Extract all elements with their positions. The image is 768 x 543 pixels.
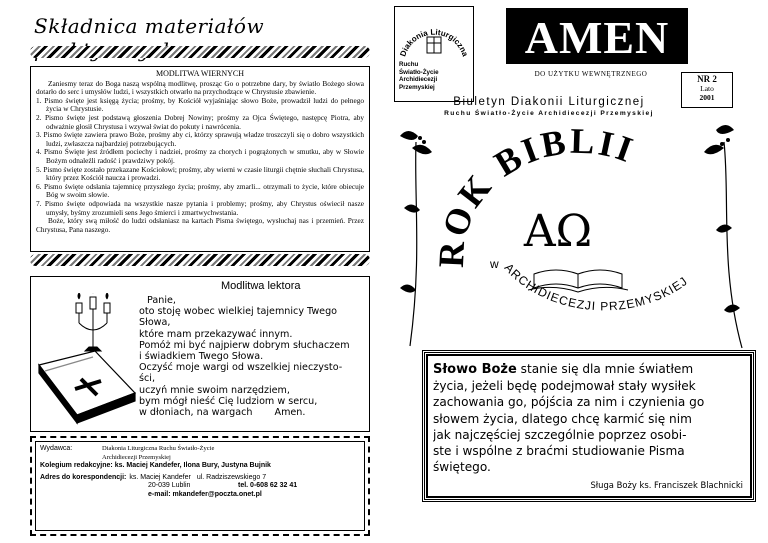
editorial-board [40, 462, 360, 471]
lector-line: Oczyść moje wargi od wszelkiej nieczysto- [139, 362, 343, 374]
logo-line: Światło-Życie [399, 68, 439, 76]
publisher-row [40, 454, 360, 463]
rok-biblii-emblem [394, 118, 758, 354]
movement-name: Ruchu Światło-Życie Archidiecezji Przemyskiej [444, 110, 654, 117]
issue-box [681, 72, 733, 108]
spacer [40, 482, 148, 491]
section-title: Składnica materiałów [34, 14, 265, 38]
logo-line: Przemyskiej [399, 83, 435, 91]
quote-line [433, 361, 745, 378]
publisher-diocese: Archidiecezji Przemyskiej [102, 453, 171, 461]
quote-line-text: stanie się dla mnie światłem [520, 362, 694, 376]
lector-box [30, 276, 370, 432]
spacer [40, 491, 148, 500]
publisher-inner [35, 441, 365, 531]
publisher-label: Wydawca: [40, 445, 73, 452]
prayer-item: 6. Pismo święte odsłania tajemnicę przyszłego życia; prośmy, aby zmarli... otrzymali to życie, które obiecuje Bóg w swoim słowie. [36, 181, 364, 200]
archidiecezji-text: ARCHIDIECEZJI PRZEMYSKIEJ [501, 260, 691, 314]
prayer-intro: Zaniesmy teraz do Boga naszą wspólną modlitwę, prosząc Go o potrzebne dary, by światło Bożego słowa dotarło do serc i umysłów ludzi, i wszystkich otwarło na przychodzące w Chrystusie zbawienie. [36, 78, 364, 97]
spacer [40, 454, 102, 463]
lector-line: które mam przekazywać innym. [139, 328, 293, 340]
lector-line: i świadkiem Twego Słowa. [139, 351, 264, 363]
prayer-item: 3. Pismo święte zawiera prawo Boże, prośmy aby ci, którzy sprawują władze troszczyli się o dobro wszystkich ludzi, zwłaszcza najbardziej potrzebujących. [36, 130, 364, 148]
masthead [506, 8, 688, 64]
lector-line: bym mógł nieść Cię ludziom w sercu, [139, 395, 318, 407]
address-street: ul. Radziszewskiego 7 [196, 473, 267, 481]
subtitle: DO UŻYTKU WEWNĘTRZNEGO [534, 70, 648, 78]
quote-line: słowem życia, dlatego chcę karmić się nim [433, 411, 692, 426]
publisher-name: Diakonia Liturgiczna Ruchu Światło-Życie [102, 445, 215, 452]
editorial-board-text: Kolegium redakcyjne: ks. Maciej Kandefer, Ilona Bury, Justyna Bujnik [40, 462, 271, 470]
masthead-title: AMEN [524, 12, 670, 63]
lector-amen: Amen. [274, 407, 306, 419]
quote-line: świętego. [433, 460, 491, 475]
diakonia-logo [394, 6, 474, 102]
quote-box [422, 350, 756, 502]
address-email[interactable]: e-mail: mkandefer@poczta.onet.pl [148, 490, 262, 498]
lector-line: Pomóż mi być najpierw dobrym słuchaczem [139, 339, 350, 351]
logo-line: Archidiecezji [399, 76, 438, 84]
rok-biblii-text: ROK BIBLII [430, 120, 641, 269]
quote-line: życia, jeżeli będę podejmował stały wysiłek [433, 379, 696, 394]
bulletin-name: Biuletyn Diakonii Liturgicznej [453, 96, 645, 108]
address-city: 20-039 Lublin [148, 482, 191, 490]
quote-lead: Słowo Boże [433, 362, 517, 377]
svg-text:ARCHIDIECEZJI PRZEMYSKIEJ [502, 261, 691, 314]
prayer-item: 4. Pismo Święte jest źródłem pociechy i nadziei, prośmy za chorych i pogrążonych w smutku, aby w Słowie Bożym odnaleźli radość i prawdziwy pokój. [36, 147, 364, 165]
prayer-item: 2. Pismo święte jest podstawą głoszenia Dobrej Nowiny; prośmy za Ojca Świętego, następcę Piotra, aby odważnie głosił Chrystusa i wzywał świat do pokuty i nawrócenia. [36, 112, 364, 131]
quote-author: Sługa Boży ks. Franciszek Blachnicki [590, 479, 743, 490]
issue-season: Lato [700, 84, 714, 93]
quote-line: zachowania go, pójścia za nim i czynienia go [433, 395, 705, 410]
lector-line: Słowa, [139, 317, 171, 329]
lector-line [139, 407, 367, 418]
publisher-row [40, 445, 360, 454]
logo-lines [399, 61, 439, 91]
lector-line: oto stoję wobec wielkiej tajemnicy Twego [139, 306, 338, 318]
address-phone: tel. 0-608 62 32 41 [238, 482, 298, 490]
rope-divider [30, 46, 370, 58]
address-label: Adres do korespondencji: [40, 473, 127, 481]
rope-divider [30, 254, 370, 266]
quote-line: ste i wspólne z braćmi studiowanie Pisma [433, 444, 685, 459]
issue-number: NR 2 [697, 74, 717, 84]
lector-line: Panie, [147, 295, 176, 306]
lector-line-text: w dłoniach, na wargach [139, 407, 253, 419]
address-row [40, 482, 360, 491]
publisher-box [30, 436, 370, 536]
bible-candles-illustration [35, 293, 139, 429]
quote-line: jak najczęściej szczególnie poprzez osobi- [433, 427, 687, 442]
address-row [40, 474, 360, 483]
logo-line: Ruchu [399, 61, 419, 68]
prayer-closing: Boże, który swą miłość do ludzi odsłaniasz na kartach Pisma świętego, wysłuchaj nas i przemień. Przez Chrystusa, Pana naszego. [36, 216, 364, 234]
logo-emblem-icon [397, 11, 471, 61]
lector-line: uczyń mnie swoim narzędziem, [139, 384, 290, 396]
address-name: ks. Maciej Kandefer [129, 473, 191, 481]
lector-prayer-text [139, 295, 367, 418]
alpha-omega-text: AΩ [523, 206, 593, 257]
prayer-item: 1. Pismo święte jest księgą życia; prośmy, by Kościół wyjaśniając słowo Boże, prowadził ludzi do pełnego życia w Chrystusie. [36, 95, 364, 114]
lector-line: ści, [139, 373, 155, 385]
right-page [384, 0, 768, 543]
w-text: w [490, 257, 499, 271]
section-header [30, 8, 370, 48]
prayer-item: 7. Pismo święte odpowiada na wszystkie nasze pytania i problemy; prośmy, aby Chrystus oświecił nasze umysły, byśmy zrozumieli sens Jego śmierci i zmartwychwstania. [36, 198, 364, 217]
issue-year: 2001 [699, 93, 715, 102]
lector-title: Modlitwa lektora [221, 280, 301, 292]
prayer-title: MODLITWA WIERNYCH [155, 69, 245, 78]
logo-arc-text: Diakonia Liturgiczna [398, 27, 470, 58]
address-row [40, 491, 360, 500]
prayer-box [30, 66, 370, 252]
prayer-item: 5. Pismo święte zostało przekazane Kościołowi; prośmy, aby wierni w czasie liturgii chętnie słuchali Chrystusa, który przez Kościół naucza i prowadzi. [36, 164, 364, 183]
